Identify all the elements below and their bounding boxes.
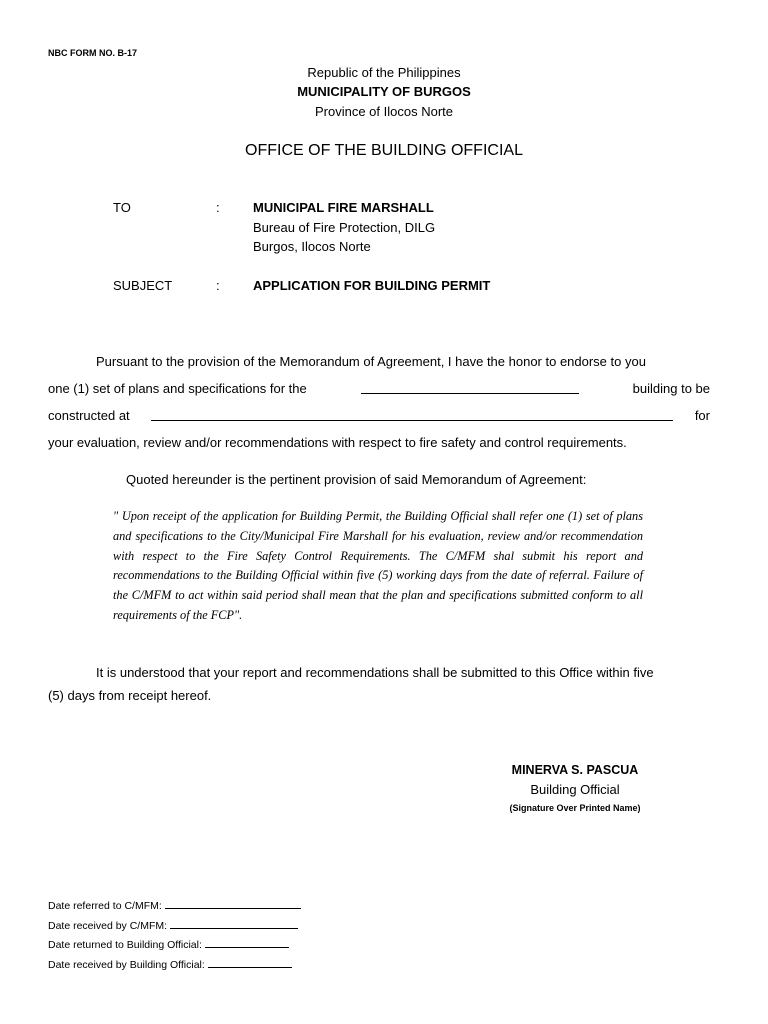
building-type-blank[interactable] — [361, 381, 579, 394]
to-address-line3: Burgos, Ilocos Norte — [253, 239, 371, 254]
footer-date-received-cmfm-label: Date received by C/MFM: — [48, 920, 168, 932]
subject-colon: : — [216, 278, 220, 293]
body-p1-line4: your evaluation, review and/or recommendations with respect to fire safety and control requirements. — [48, 435, 627, 450]
to-label: TO — [113, 200, 131, 215]
office-title: OFFICE OF THE BUILDING OFFICIAL — [245, 142, 523, 159]
signatory-name: MINERVA S. PASCUA — [511, 763, 639, 777]
header-republic: Republic of the Philippines — [307, 65, 461, 80]
footer-date-received-bo — [48, 957, 292, 971]
subject-value: APPLICATION FOR BUILDING PERMIT — [253, 278, 491, 293]
footer-date-returned-label: Date returned to Building Official: — [48, 939, 202, 951]
location-blank[interactable] — [151, 408, 673, 421]
body-p1-line2-end: building to be — [632, 381, 710, 396]
to-colon: : — [216, 200, 220, 215]
subject-label: SUBJECT — [113, 278, 173, 293]
body-p1-line3 — [48, 408, 710, 423]
signature-caption: (Signature Over Printed Name) — [509, 803, 641, 813]
body-p1-line2-text: one (1) set of plans and specifications for the — [48, 381, 307, 396]
form-number: NBC FORM NO. B-17 — [48, 48, 138, 58]
to-address-line2: Bureau of Fire Protection, DILG — [253, 220, 436, 235]
header-province: Province of Ilocos Norte — [314, 104, 453, 119]
footer-date-received-cmfm — [48, 918, 298, 932]
date-received-cmfm-blank[interactable] — [170, 918, 298, 929]
body-p1-line3-text: constructed at — [48, 408, 130, 423]
body-p1-line3-end: for — [694, 408, 710, 423]
body-p1-line2 — [48, 381, 710, 396]
date-referred-blank[interactable] — [165, 898, 301, 909]
to-recipient: MUNICIPAL FIRE MARSHALL — [253, 200, 434, 215]
footer-date-referred — [48, 898, 301, 912]
date-returned-blank[interactable] — [205, 937, 289, 948]
footer-date-returned — [48, 937, 289, 951]
footer-date-received-bo-label: Date received by Building Official: — [48, 959, 205, 971]
moa-quote: " Upon receipt of the application for Building Permit, the Building Official shall refer one (1) set of plans and specifications to the City/Municipal Fire Marshall for his evaluation, review and/or recommendation with respect to the Fire Safety Control Requirements. The C/MFM shal submit his report and recommendations to the Building Official within five (5) working days from the date of referral. Failure of the C/MFM to act within said period shall mean that the plan and specifications submitted conform to all requirements of the FCP". — [113, 509, 643, 622]
date-received-bo-blank[interactable] — [208, 957, 292, 968]
footer-date-referred-label: Date referred to C/MFM: — [48, 900, 162, 912]
body-p1-line1: Pursuant to the provision of the Memorandum of Agreement, I have the honor to endorse to you — [96, 354, 646, 369]
header-municipality: MUNICIPALITY OF BURGOS — [297, 84, 471, 99]
body-p3-line1: It is understood that your report and recommendations shall be submitted to this Office within five — [96, 665, 654, 680]
body-p2: Quoted hereunder is the pertinent provision of said Memorandum of Agreement: — [126, 472, 587, 487]
body-p3-line2: (5) days from receipt hereof. — [48, 688, 212, 703]
signatory-title: Building Official — [530, 782, 620, 797]
